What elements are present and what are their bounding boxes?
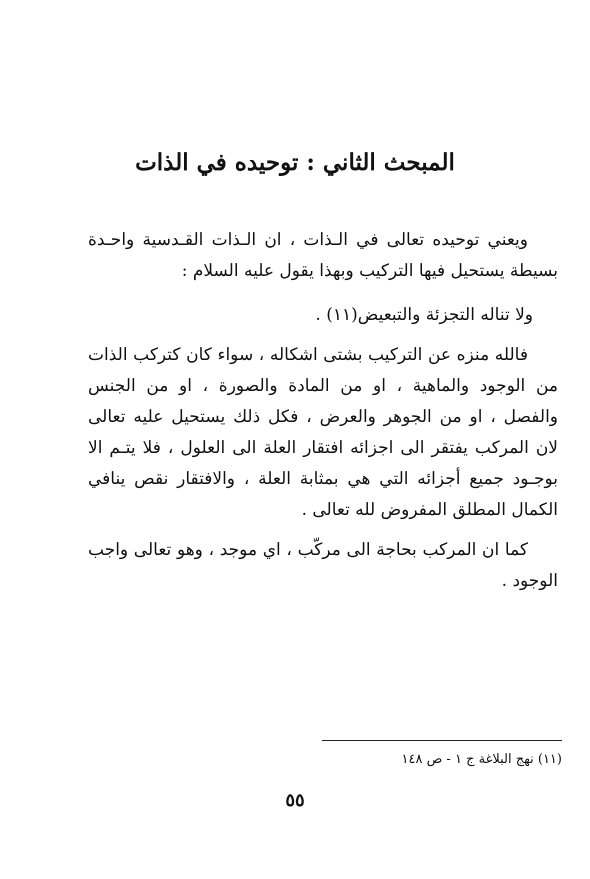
page-number: ٥٥ xyxy=(285,790,305,811)
paragraph-3 xyxy=(88,340,558,526)
paragraph-4-text: كما ان المركب بحاجة الى مركّب ، اي موجد ، وهو تعالى واجب الوجود . xyxy=(88,540,558,591)
quote-paragraph xyxy=(88,300,558,331)
paragraph-4 xyxy=(88,535,558,597)
paragraph-1 xyxy=(88,225,558,287)
quote-text: ولا تناله التجزئة والتبعيض(١١) . xyxy=(315,305,533,325)
footnote-divider xyxy=(322,740,562,741)
paragraph-1-text: ويعني توحيده تعالى في الـذات ، ان الـذات القـدسية واحـدة بسيطة يستحيل فيها التركيب وبهذا يقول عليه السلام : xyxy=(88,230,558,281)
footnote: (١١) نهج البلاغة ج ١ - ص ١٤٨ xyxy=(401,752,562,767)
section-heading: المبحث الثاني : توحيده في الذات xyxy=(135,149,455,176)
paragraph-3-text: فالله منزه عن التركيب بشتى اشكاله ، سواء كان كتركب الذات من الوجود والماهية ، او من المادة والصورة ، او من الجنس والفصل ، او من الجوهر والعرض ، فكل ذلك يستحيل عليه تعالى لان المركب يفتقر الى اجزائه افتقار العلة الى العلول ، فلا يتـم الا بوجـود جميع أجزائه التي هي بمثابة العلة ، والافتقار نقص ينافي الكمال المطلق المفروض لله تعالى . xyxy=(88,345,558,520)
